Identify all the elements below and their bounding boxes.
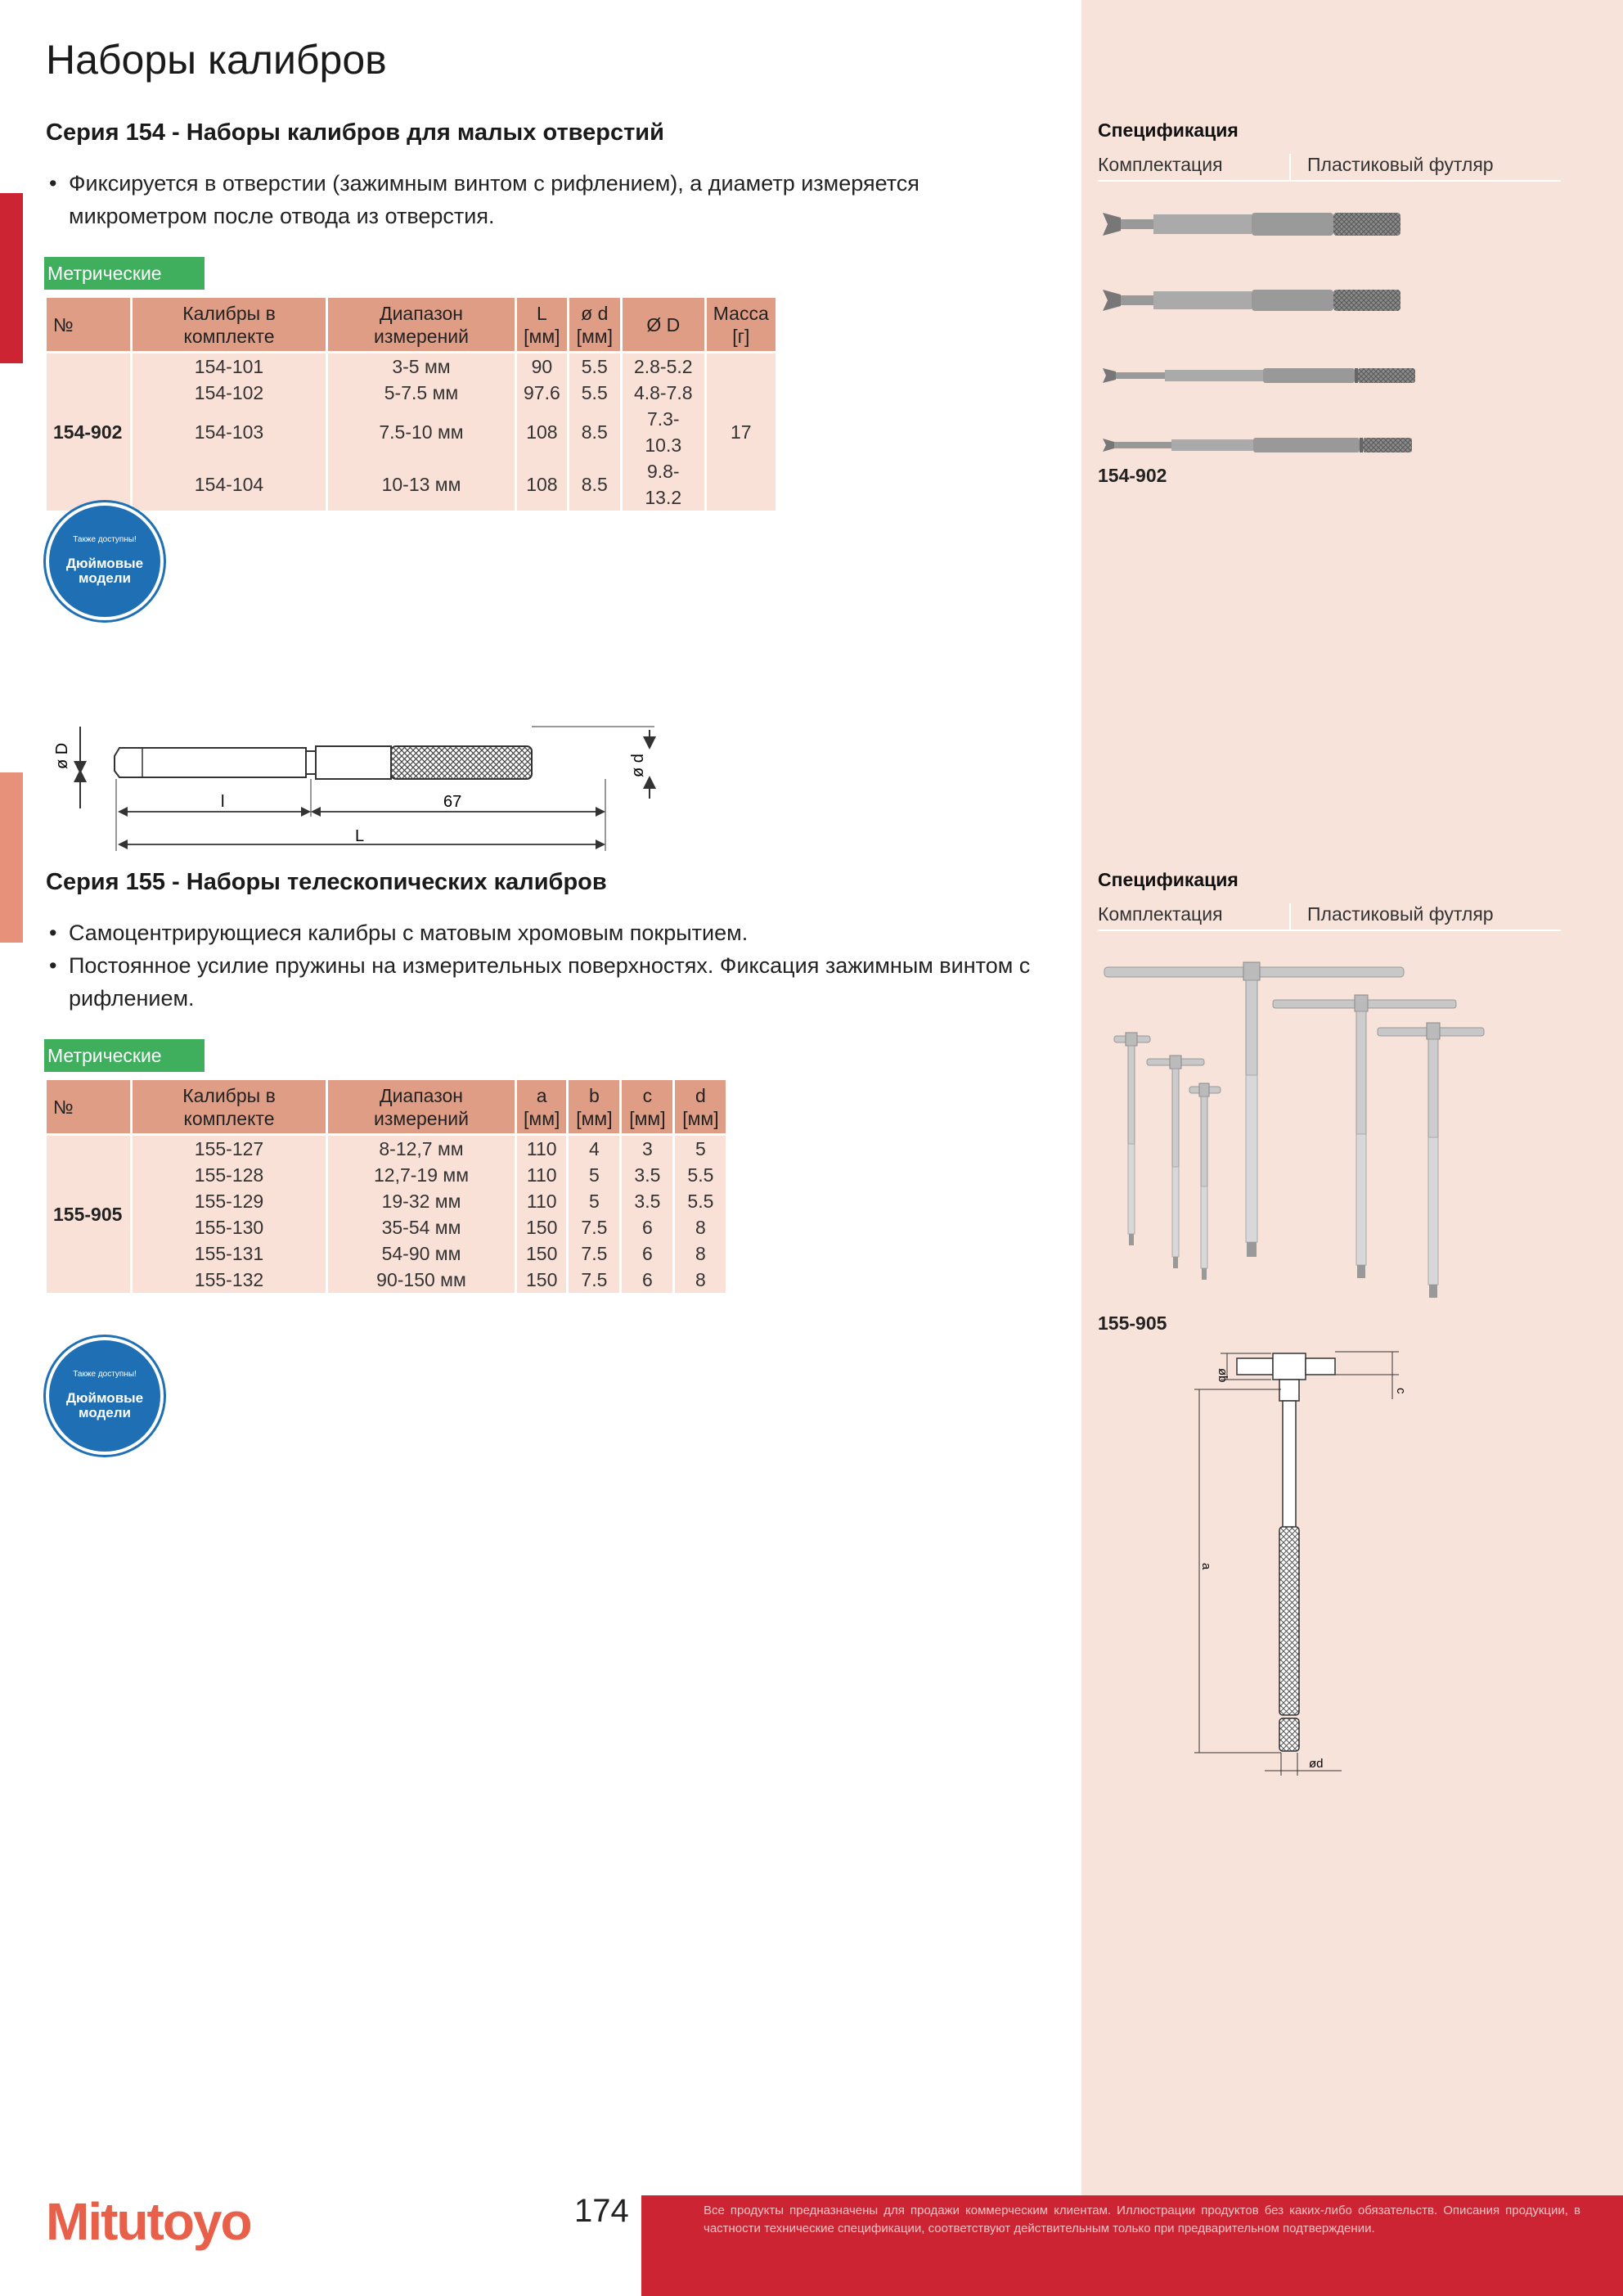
gauge-154-101 xyxy=(1103,213,1400,236)
cell-D: 9.8-13.2 xyxy=(623,458,704,511)
th-range: Диапазон измерений xyxy=(328,1080,515,1136)
spec-row xyxy=(1098,902,1561,931)
th-a: a [мм] xyxy=(517,1080,566,1136)
small-hole-gauges-photo xyxy=(1096,200,1571,470)
label-l: l xyxy=(221,793,225,811)
cell-d: 5.5 xyxy=(675,1162,726,1188)
table-row xyxy=(47,1214,726,1240)
th-L: L [мм] xyxy=(517,298,567,353)
label-d: ø d xyxy=(629,754,647,777)
series154-title: Серия 154 - Наборы калибров для малых отверстий xyxy=(46,119,664,146)
cell-d: 8.5 xyxy=(569,458,620,511)
cell-b: 4 xyxy=(569,1136,619,1162)
gauge-154-102 xyxy=(1103,290,1400,311)
cell-code: 155-132 xyxy=(133,1267,326,1293)
cell-range: 12,7-19 мм xyxy=(328,1162,515,1188)
badge-top-text: Также доступны! xyxy=(73,535,137,544)
cell-D: 4.8-7.8 xyxy=(623,380,704,406)
cell-d: 5.5 xyxy=(569,380,620,406)
cell-d: 8 xyxy=(675,1240,726,1267)
th-set: Калибры в комплекте xyxy=(133,298,326,353)
cell-L: 90 xyxy=(517,353,567,380)
cell-a: 150 xyxy=(517,1214,566,1240)
spec-divider xyxy=(1289,903,1291,930)
label-D: ø D xyxy=(53,742,71,769)
cell-a: 110 xyxy=(517,1162,566,1188)
section-tab-pink xyxy=(0,772,23,943)
page-number: 174 xyxy=(574,2193,629,2229)
cell-range: 35-54 мм xyxy=(328,1214,515,1240)
label-c: c xyxy=(1394,1388,1408,1394)
cell-d: 5 xyxy=(675,1136,726,1162)
th-b: b [мм] xyxy=(569,1080,619,1136)
th-D: Ø D xyxy=(623,298,704,353)
metric-label: Метрические xyxy=(44,257,205,290)
cell-d: 8 xyxy=(675,1267,726,1293)
cell-range: 3-5 мм xyxy=(328,353,515,380)
set-number: 155-905 xyxy=(47,1136,130,1293)
cell-d: 5.5 xyxy=(675,1188,726,1214)
label-b: øb xyxy=(1216,1368,1230,1383)
spec-row xyxy=(1098,152,1561,182)
gauge-155-127 xyxy=(1114,1033,1150,1245)
cell-c: 3.5 xyxy=(622,1162,672,1188)
spec-value: Пластиковый футляр xyxy=(1307,154,1494,175)
table-row xyxy=(47,406,776,458)
th-set: Калибры в комплекте xyxy=(133,1080,326,1136)
label-d: ød xyxy=(1309,1757,1324,1771)
cell-code: 155-127 xyxy=(133,1136,326,1162)
inch-models-badge xyxy=(46,1337,164,1455)
gauge-154-103 xyxy=(1103,368,1415,383)
cell-code: 154-104 xyxy=(133,458,326,511)
th-d: d [мм] xyxy=(675,1080,726,1136)
footer-bar xyxy=(641,2195,1623,2296)
bullet-item: • Постоянное усилие пружины на измерительных поверхностях. Фиксация зажимным винтом с рифлением. xyxy=(46,949,1054,1015)
cell-a: 110 xyxy=(517,1188,566,1214)
telescoping-gauge-drawing xyxy=(1186,1342,1415,1784)
cell-code: 155-131 xyxy=(133,1240,326,1267)
set-number: 154-902 xyxy=(47,353,130,511)
cell-L: 108 xyxy=(517,458,567,511)
table-row xyxy=(47,1136,726,1162)
table-row xyxy=(47,380,776,406)
cell-b: 5 xyxy=(569,1162,619,1188)
cell-d: 5.5 xyxy=(569,353,620,380)
cell-L: 97.6 xyxy=(517,380,567,406)
table-row xyxy=(47,1188,726,1214)
table-row xyxy=(47,1240,726,1267)
cell-range: 90-150 мм xyxy=(328,1267,515,1293)
th-no: № xyxy=(47,298,130,353)
spec-divider xyxy=(1289,154,1291,180)
cell-a: 150 xyxy=(517,1267,566,1293)
cell-range: 5-7.5 мм xyxy=(328,380,515,406)
cell-c: 3.5 xyxy=(622,1188,672,1214)
cell-c: 6 xyxy=(622,1240,672,1267)
series154-table xyxy=(44,298,778,511)
series155-bullets xyxy=(46,916,1054,1015)
series155-table xyxy=(44,1080,728,1293)
table-row xyxy=(47,1162,726,1188)
label-a: a xyxy=(1199,1563,1213,1570)
cell-code: 154-103 xyxy=(133,406,326,458)
gauge-155-129 xyxy=(1189,1083,1221,1280)
cell-b: 5 xyxy=(569,1188,619,1214)
brand-logo: Mitutoyo xyxy=(46,2192,251,2251)
cell-c: 6 xyxy=(622,1267,672,1293)
small-hole-gauge-drawing xyxy=(52,710,674,858)
spec-value: Пластиковый футляр xyxy=(1307,903,1494,925)
cell-code: 155-130 xyxy=(133,1214,326,1240)
cell-code: 154-102 xyxy=(133,380,326,406)
cell-D: 2.8-5.2 xyxy=(623,353,704,380)
gauge-155-132 xyxy=(1378,1023,1484,1298)
table-header-row xyxy=(47,298,776,353)
th-mass: Масса [г] xyxy=(707,298,776,353)
cell-code: 155-128 xyxy=(133,1162,326,1188)
th-no: № xyxy=(47,1080,130,1136)
page-title: Наборы калибров xyxy=(46,37,387,83)
cell-mass: 17 xyxy=(707,353,776,511)
cell-D: 7.3-10.3 xyxy=(623,406,704,458)
series154-bullets xyxy=(46,167,1054,232)
badge-main-text: Дюймовые модели xyxy=(65,556,144,586)
gauge-154-104 xyxy=(1103,438,1412,452)
cell-range: 54-90 мм xyxy=(328,1240,515,1267)
section-tab-red xyxy=(0,193,23,363)
label-67: 67 xyxy=(443,793,462,811)
th-range: Диапазон измерений xyxy=(328,298,515,353)
telescoping-gauges-photo xyxy=(1096,957,1505,1309)
th-c: c [мм] xyxy=(622,1080,672,1136)
cell-range: 19-32 мм xyxy=(328,1188,515,1214)
spec-label: Комплектация xyxy=(1098,154,1223,175)
table-row xyxy=(47,1267,726,1293)
photo-caption: 155-905 xyxy=(1098,1312,1167,1334)
spec-title: Спецификация xyxy=(1098,119,1239,141)
th-d: ø d [мм] xyxy=(569,298,620,353)
cell-c: 3 xyxy=(622,1136,672,1162)
cell-code: 155-129 xyxy=(133,1188,326,1214)
table-row xyxy=(47,353,776,380)
cell-range: 7.5-10 мм xyxy=(328,406,515,458)
badge-top-text: Также доступны! xyxy=(73,1370,137,1379)
cell-a: 110 xyxy=(517,1136,566,1162)
table-header-row xyxy=(47,1080,726,1136)
label-L: L xyxy=(355,827,365,845)
inch-models-badge xyxy=(46,502,164,620)
cell-d: 8 xyxy=(675,1214,726,1240)
cell-range: 10-13 мм xyxy=(328,458,515,511)
cell-range: 8-12,7 мм xyxy=(328,1136,515,1162)
spec-label: Комплектация xyxy=(1098,903,1223,925)
photo-caption: 154-902 xyxy=(1098,465,1167,486)
cell-L: 108 xyxy=(517,406,567,458)
cell-a: 150 xyxy=(517,1240,566,1267)
cell-code: 154-101 xyxy=(133,353,326,380)
cell-d: 8.5 xyxy=(569,406,620,458)
cell-c: 6 xyxy=(622,1214,672,1240)
table-row xyxy=(47,458,776,511)
cell-b: 7.5 xyxy=(569,1214,619,1240)
series155-title: Серия 155 - Наборы телескопических калибров xyxy=(46,869,607,895)
footer-disclaimer: Все продукты предназначены для продажи коммерческим клиентам. Иллюстрации продуктов без каких-либо обязательств. Описания продукции, в частности технические спецификации, соответствуют действительным только при предварительном подтверждении. xyxy=(704,2204,1580,2235)
bullet-item: • Самоцентрирующиеся калибры с матовым хромовым покрытием. xyxy=(46,916,1054,949)
spec-title: Спецификация xyxy=(1098,869,1239,890)
cell-b: 7.5 xyxy=(569,1267,619,1293)
badge-main-text: Дюймовые модели xyxy=(65,1390,144,1420)
metric-label: Метрические xyxy=(44,1039,205,1072)
bullet-item: • Фиксируется в отверстии (зажимным винтом с рифлением), а диаметр измеряется микрометром после отвода из отверстия. xyxy=(46,167,1054,232)
cell-b: 7.5 xyxy=(569,1240,619,1267)
